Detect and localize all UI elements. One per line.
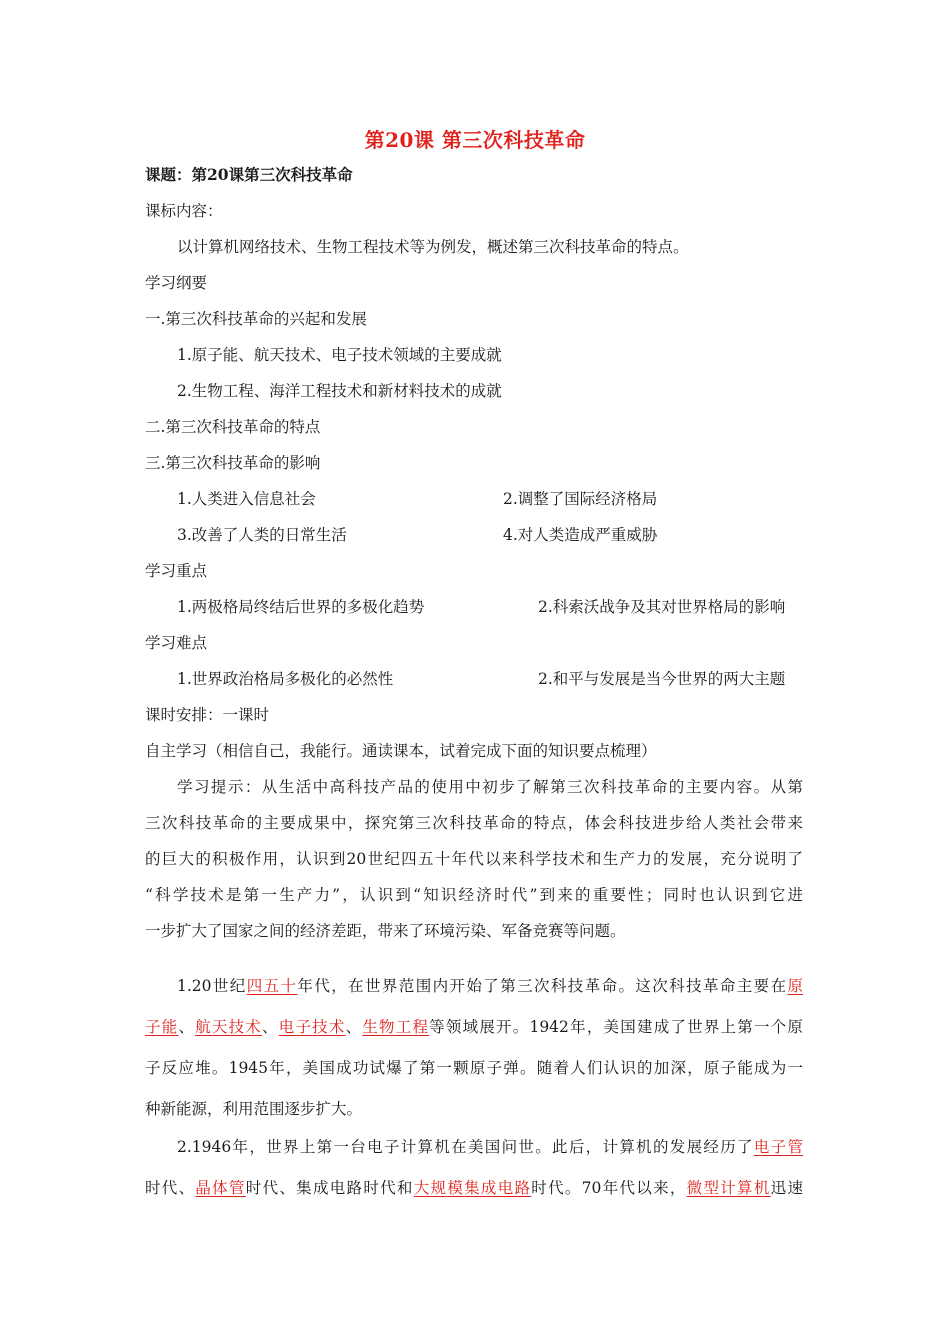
para2-text: 迅速 bbox=[770, 1179, 803, 1197]
answer-fill: 生物工程 bbox=[362, 1018, 430, 1036]
key-point-1: 1.两极格局终结后世界的多极化趋势 bbox=[177, 598, 425, 616]
schedule-line: 课时安排：一课时 bbox=[145, 706, 270, 724]
outline-item-3-3: 3.改善了人类的日常生活 bbox=[177, 526, 347, 544]
para1-line-2 bbox=[145, 1017, 803, 1037]
outline-item-1-1: 1.原子能、航天技术、电子技术领域的主要成就 bbox=[177, 346, 502, 364]
difficult-points-label: 学习难点 bbox=[145, 634, 208, 652]
answer-fill: 大规模集成电路 bbox=[413, 1179, 532, 1197]
page-title: 第20课 第三次科技革命 bbox=[364, 128, 586, 152]
para2-line-1 bbox=[177, 1137, 803, 1157]
outline-item-3-1: 1.人类进入信息社会 bbox=[177, 490, 316, 508]
para1-text: 年代，在世界范围内开始了第三次科技革命。这次科技革命主要在 bbox=[297, 977, 788, 995]
para2-text: 2.1946年，世界上第一台电子计算机在美国问世。此后，计算机的发展经历了 bbox=[177, 1138, 754, 1156]
para1-line-4: 种新能源，利用范围逐步扩大。 bbox=[145, 1100, 363, 1118]
para1-line-3: 子反应堆。1945年，美国成功试爆了第一颗原子弹。随着人们认识的加深，原子能成为一 bbox=[145, 1059, 803, 1077]
topic-line: 课题：第20课第三次科技革命 bbox=[145, 165, 353, 184]
hint-line-3: 的巨大的积极作用，认识到20世纪四五十年代以来科学技术和生产力的发展，充分说明了 bbox=[145, 850, 803, 868]
answer-fill: 电子管 bbox=[753, 1138, 803, 1156]
para2-text: 时代。70年代以来， bbox=[531, 1179, 687, 1197]
key-point-2: 2.科索沃战争及其对世界格局的影响 bbox=[538, 598, 786, 616]
para1-text: 等领域展开。1942年，美国建成了世界上第一个原 bbox=[429, 1018, 803, 1036]
outline-item-3-4: 4.对人类造成严重威胁 bbox=[503, 526, 658, 544]
para1-line-1 bbox=[177, 976, 803, 996]
outline-section-2: 二.第三次科技革命的特点 bbox=[145, 418, 321, 436]
outline-label: 学习纲要 bbox=[145, 274, 208, 292]
standard-text: 以计算机网络技术、生物工程技术等为例发，概述第三次科技革命的特点。 bbox=[177, 238, 689, 256]
answer-fill: 航天技术 bbox=[195, 1018, 263, 1036]
difficult-point-1: 1.世界政治格局多极化的必然性 bbox=[177, 670, 394, 688]
outline-item-1-2: 2.生物工程、海洋工程技术和新材料技术的成就 bbox=[177, 382, 502, 400]
para1-text: 1.20世纪 bbox=[177, 977, 247, 995]
outline-section-1: 一.第三次科技革命的兴起和发展 bbox=[145, 310, 367, 328]
answer-fill: 电子技术 bbox=[278, 1018, 346, 1036]
standard-label: 课标内容： bbox=[145, 202, 223, 220]
para1-text: 、 bbox=[345, 1018, 363, 1036]
para2-line-2 bbox=[145, 1178, 803, 1198]
answer-fill: 子能 bbox=[145, 1018, 179, 1036]
answer-fill: 微型计算机 bbox=[686, 1179, 771, 1197]
answer-fill: 原 bbox=[787, 977, 803, 995]
answer-fill: 晶体管 bbox=[195, 1179, 246, 1197]
para2-text: 时代、 bbox=[145, 1179, 196, 1197]
para1-text: 、 bbox=[262, 1018, 279, 1036]
para2-text: 时代、集成电路时代和 bbox=[245, 1179, 414, 1197]
hint-line-4: “科学技术是第一生产力”，认识到“知识经济时代”到来的重要性；同时也认识到它进 bbox=[145, 886, 803, 904]
difficult-point-2: 2.和平与发展是当今世界的两大主题 bbox=[538, 670, 786, 688]
answer-fill: 四五十 bbox=[246, 977, 298, 995]
outline-section-3: 三.第三次科技革命的影响 bbox=[145, 454, 321, 472]
para1-text: 、 bbox=[178, 1018, 196, 1036]
key-points-label: 学习重点 bbox=[145, 562, 208, 580]
hint-line-1: 学习提示：从生活中高科技产品的使用中初步了解第三次科技革命的主要内容。从第 bbox=[177, 778, 803, 796]
hint-line-2: 三次科技革命的主要成果中，探究第三次科技革命的特点，体会科技进步给人类社会带来 bbox=[145, 814, 803, 832]
outline-item-3-2: 2.调整了国际经济格局 bbox=[503, 490, 658, 508]
hint-line-5: 一步扩大了国家之间的经济差距，带来了环境污染、军备竞赛等问题。 bbox=[145, 922, 626, 940]
self-study-line: 自主学习（相信自己，我能行。通读课本，试着完成下面的知识要点梳理） bbox=[145, 742, 657, 760]
